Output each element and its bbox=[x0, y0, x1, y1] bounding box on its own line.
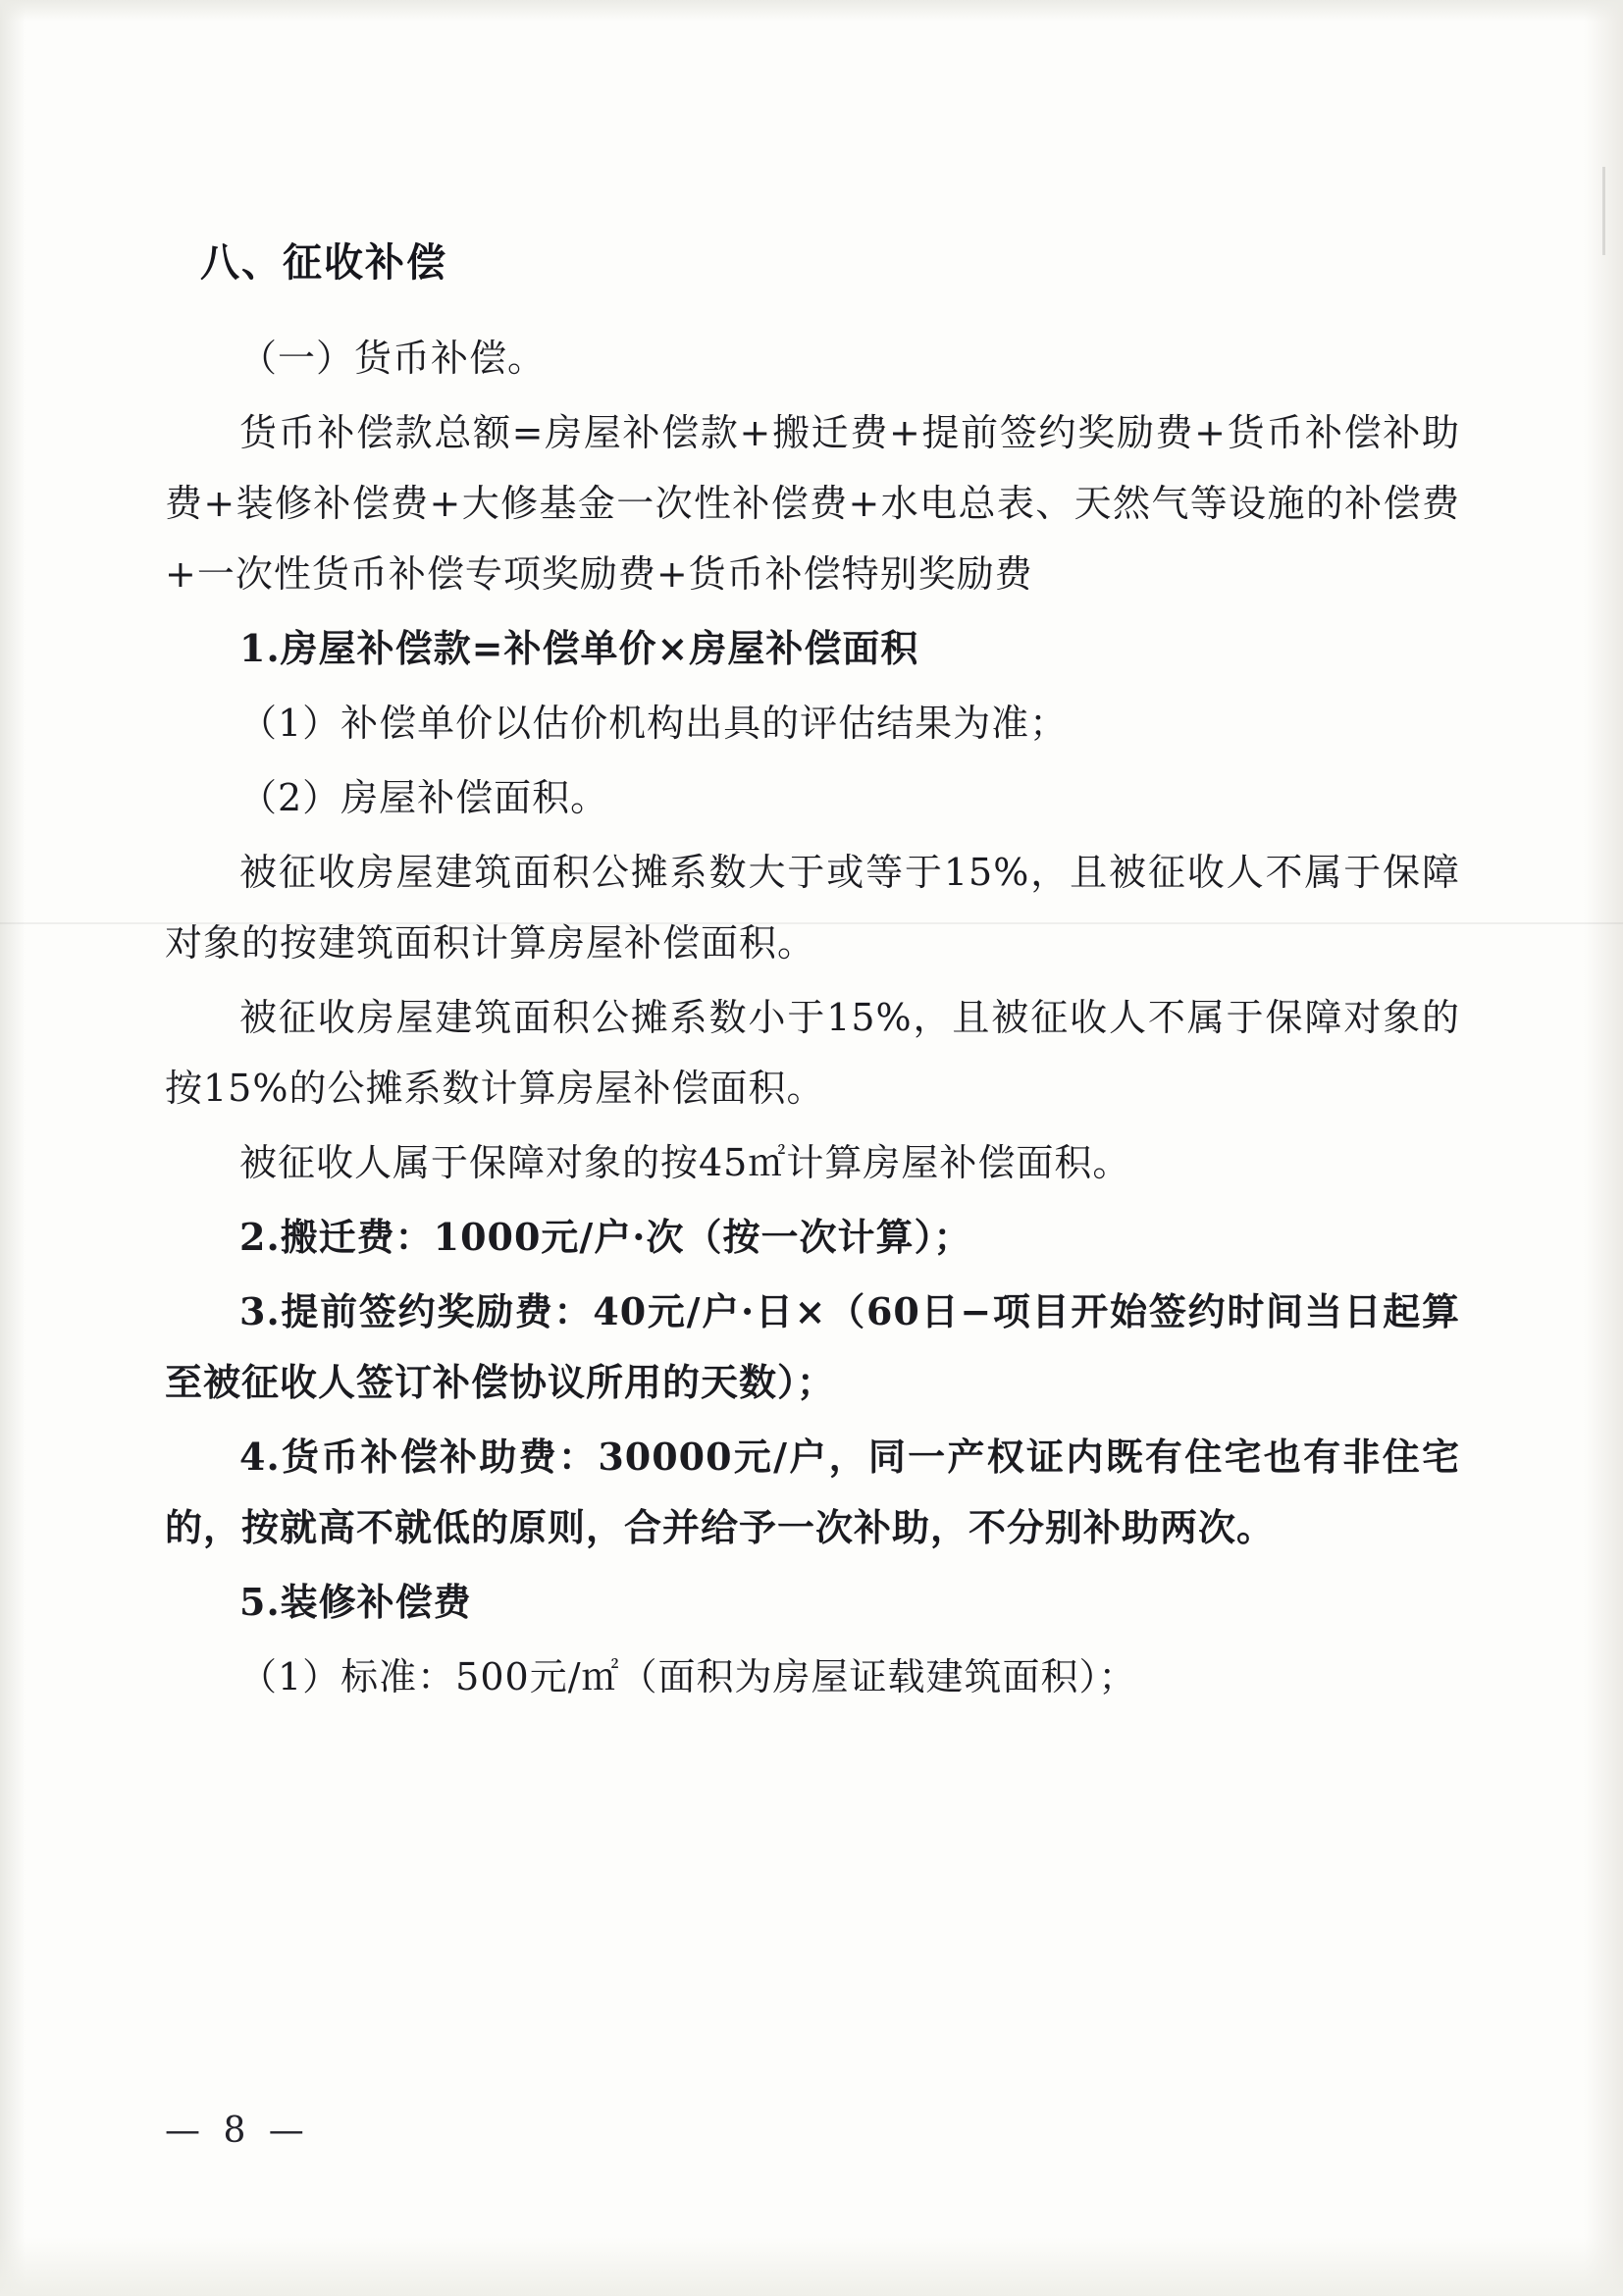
document-body bbox=[165, 232, 1460, 1716]
scan-edge-top bbox=[0, 0, 1623, 22]
paragraph-rule-1: 被征收房屋建筑面积公摊系数大于或等于15%，且被征收人不属于保障对象的按建筑面积计算房屋补偿面积。 bbox=[165, 851, 1460, 965]
paragraph-item-1: 1.房屋补偿款=补偿单价×房屋补偿面积 bbox=[239, 626, 919, 670]
paragraph-rule-3: 被征收人属于保障对象的按45㎡计算房屋补偿面积。 bbox=[239, 1141, 1131, 1184]
paragraph-formula-total: 货币补偿款总额=房屋补偿款+搬迁费+提前签约奖励费+货币补偿补助费+装修补偿费+大修基金一次性补偿费+水电总表、天然气等设施的补偿费+一次性货币补偿专项奖励费+货币补偿特别奖励费 bbox=[165, 411, 1460, 596]
paragraph-rule-2: 被征收房屋建筑面积公摊系数小于15%，且被征收人不属于保障对象的按15%的公摊系数计算房屋补偿面积。 bbox=[165, 996, 1460, 1110]
scan-edge-bottom bbox=[0, 2237, 1623, 2296]
scan-edge-right bbox=[1584, 0, 1623, 2296]
paragraph-item-1-2: （2）房屋补偿面积。 bbox=[239, 776, 609, 819]
scan-margin-mark bbox=[1602, 167, 1605, 255]
paragraph-item-5-1: （1）标准：500元/㎡（面积为房屋证载建筑面积）； bbox=[239, 1655, 1137, 1698]
page-title: 八、征收补偿 bbox=[200, 239, 447, 286]
paragraph-item-5: 5.装修补偿费 bbox=[239, 1580, 472, 1624]
scan-edge-left bbox=[0, 0, 26, 2296]
paragraph-item-2: 2.搬迁费：1000元/户·次（按一次计算）； bbox=[239, 1215, 972, 1259]
paragraph-item-4: 4.货币补偿补助费：30000元/户，同一产权证内既有住宅也有非住宅的，按就高不就低的原则，合并给予一次补助，不分别补助两次。 bbox=[165, 1435, 1460, 1549]
paragraph-subsection-1: （一）货币补偿。 bbox=[239, 337, 547, 380]
paragraph-item-3: 3.提前签约奖励费：40元/户·日×（60日−项目开始签约时间当日起算至被征收人签订补偿协议所用的天数）； bbox=[165, 1289, 1460, 1404]
paragraph-item-1-1: （1）补偿单价以估价机构出具的评估结果为准； bbox=[239, 702, 1069, 745]
page-number: — 8 — bbox=[165, 2111, 310, 2151]
